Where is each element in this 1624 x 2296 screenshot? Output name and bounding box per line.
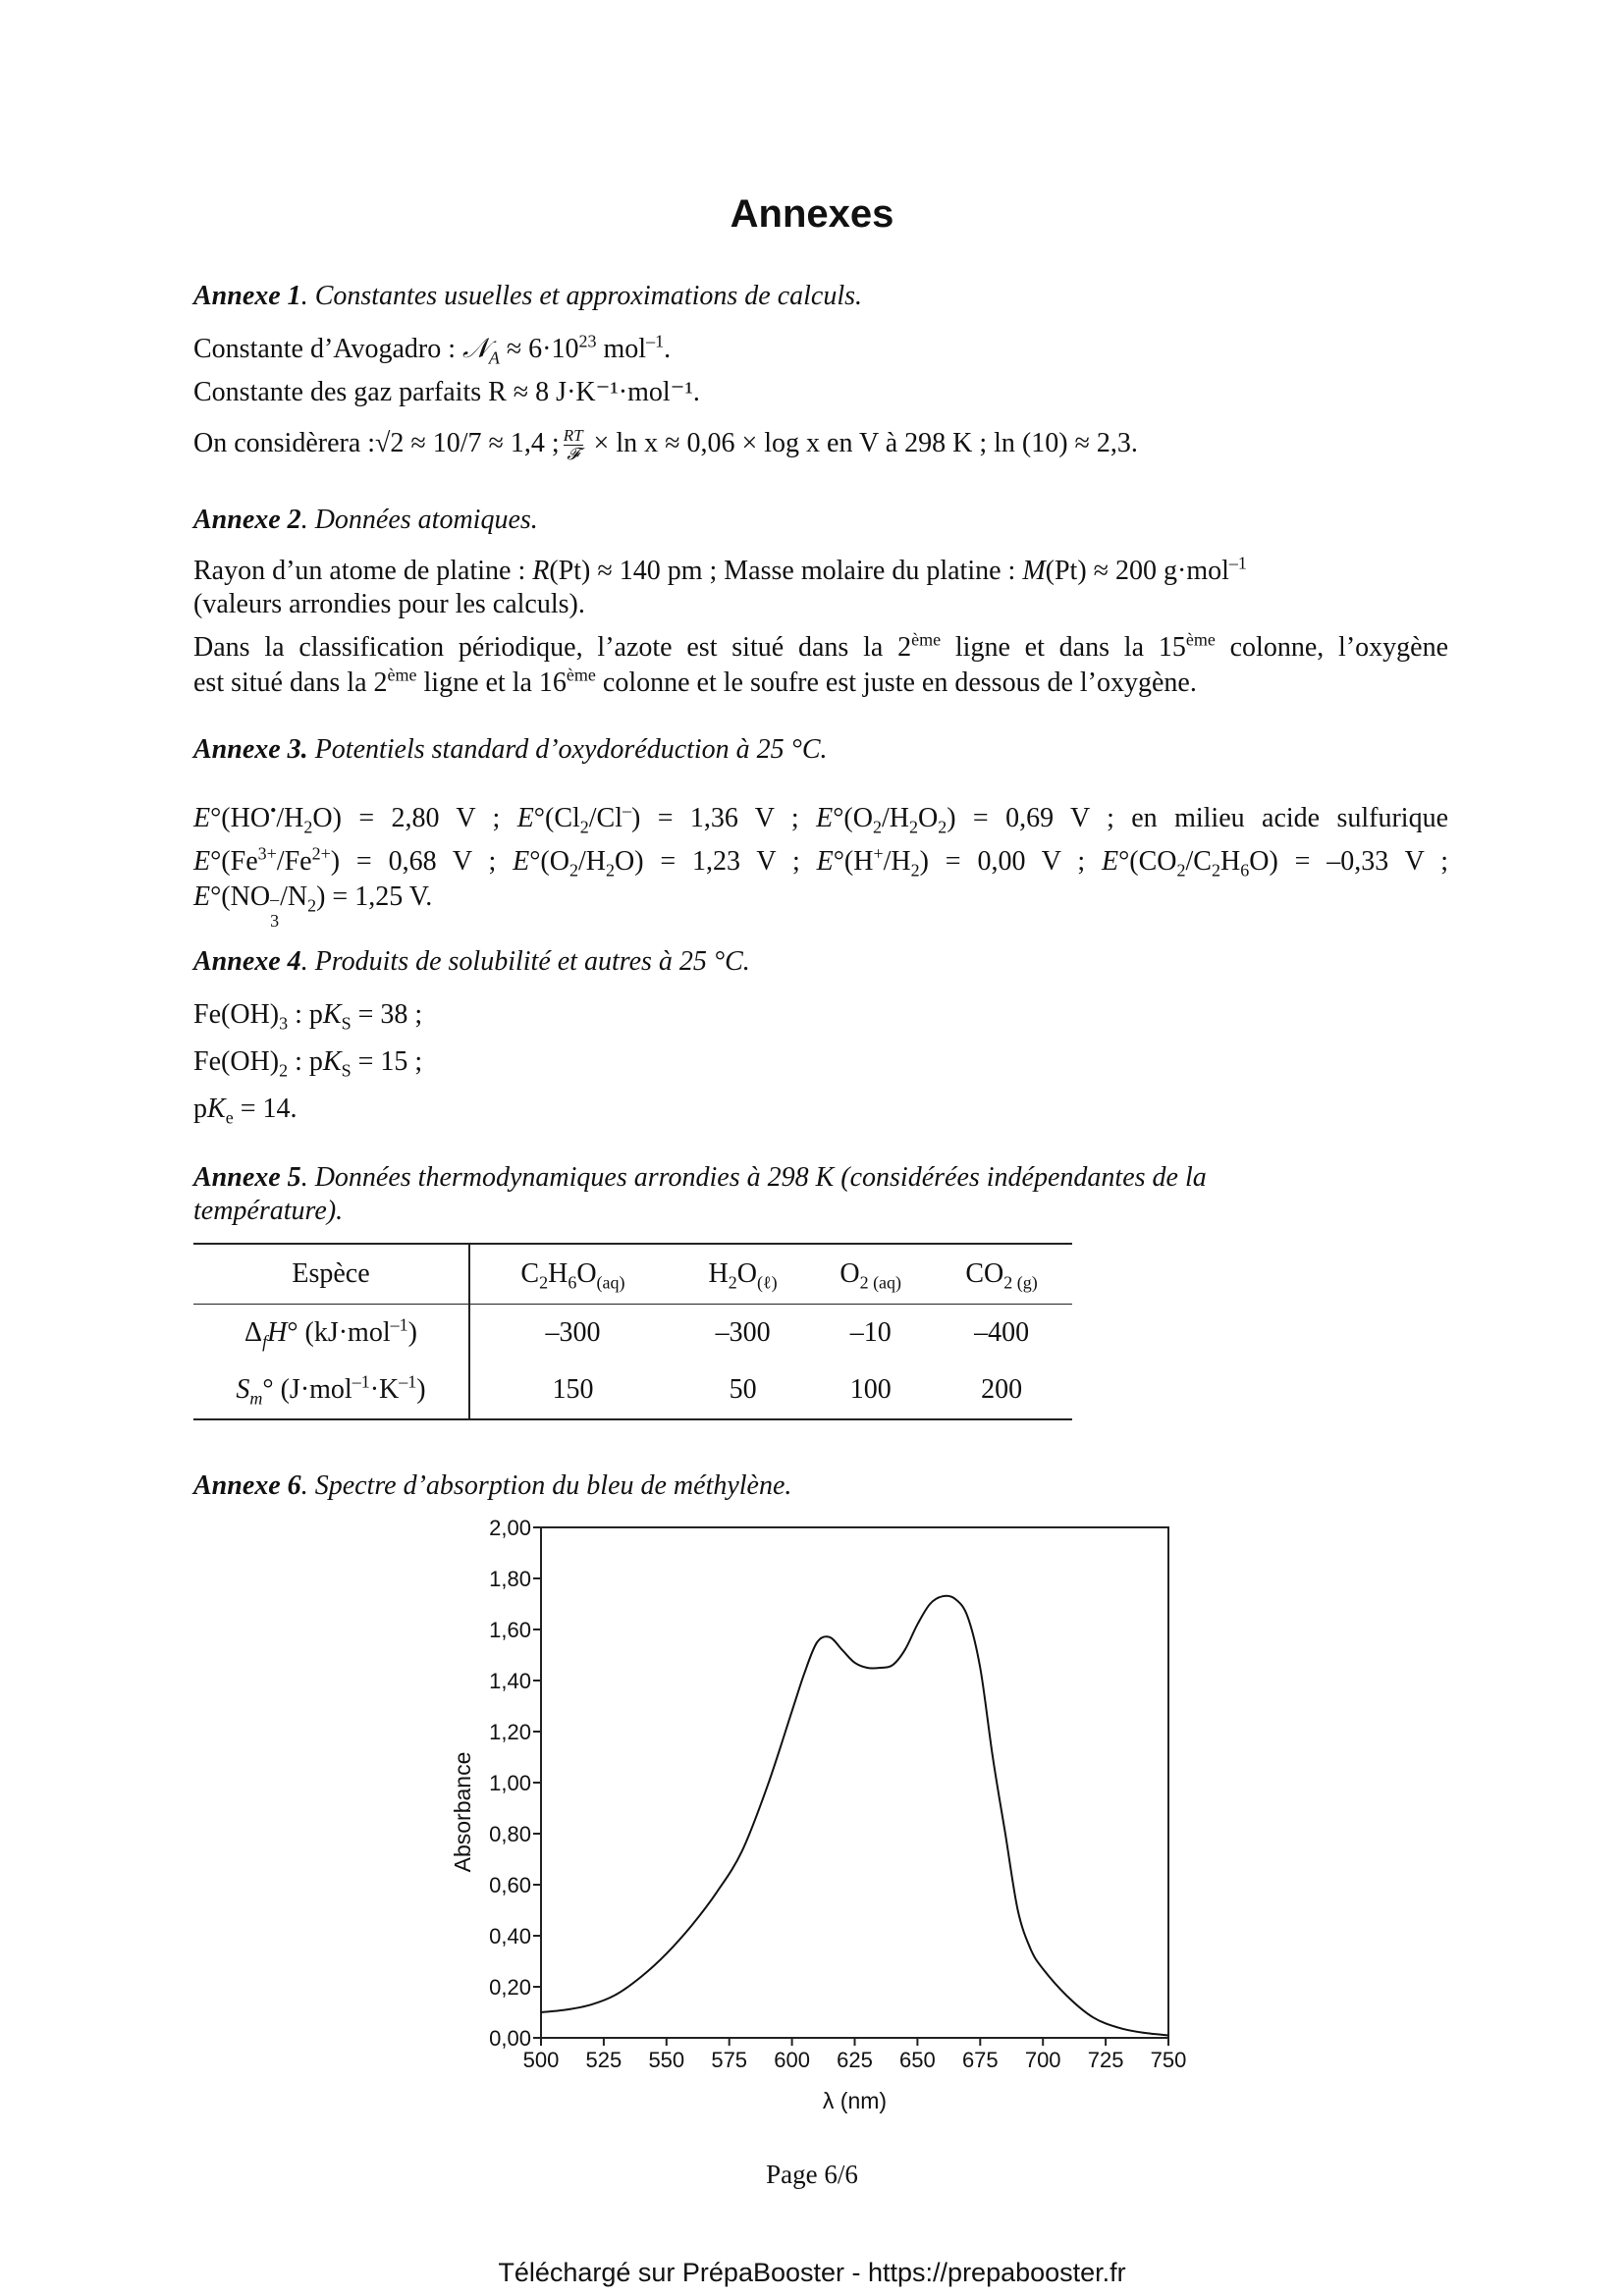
absorbance-series-line: [541, 1596, 1168, 2036]
table-cell: –300: [715, 1317, 771, 1348]
download-footer: Téléchargé sur PrépaBooster - https://prepabooster.fr: [498, 2258, 1126, 2287]
gas-constant: Constante des gaz parfaits R ≈ 8 J·K⁻¹·mol⁻¹.: [193, 377, 700, 407]
table-cell: –10: [849, 1317, 892, 1348]
table-header-water: $H_2O_{(\ell)}$: [676, 1244, 810, 1305]
annexe2-heading: Annexe 2. Données atomiques.: [193, 505, 538, 535]
row-label-enthalpy: $\Delta_fH^\circ$ (kJ·mol$^{-1}$): [193, 1305, 469, 1362]
x-tick-label: 700: [1024, 2048, 1061, 2072]
x-tick-label: 650: [899, 2048, 936, 2072]
table-header-espece: Espèce: [193, 1244, 469, 1305]
potentials-line-2: $E^\circ(Fe^{3+}/Fe^{2+}) = 0,68$ V ; $E^\circ(O_2/H_2O) = 1,23$ V ; $E^\circ(H^+/H_2) = 0,00$ V ; $E^\circ(CO_2/C_2H_6O) = -0,33$ V ;: [193, 843, 1448, 881]
x-tick-label: 575: [711, 2048, 748, 2072]
potentials-line-1: $E^\circ(HO^•/H_2O) = 2,80$ V ; $E^\circ(Cl_2/Cl^-) = 1,36$ V ; $E^\circ(O_2/H_2O_2) = 0,69$ V ; en milieu acide sulfurique: [193, 800, 1449, 837]
page-title: Annexes: [730, 192, 894, 236]
row-label-entropy: $S_m^\circ$ $(J\cdot mol^{-1}\cdot K^{-1})$: [193, 1362, 469, 1419]
x-tick-label: 725: [1087, 2048, 1124, 2072]
table-cell: 100: [810, 1362, 931, 1419]
rounded-values-note: (valeurs arrondies pour les calculs).: [193, 589, 585, 619]
y-tick-label: 1,20: [489, 1720, 531, 1744]
annexe4-heading: Annexe 4. Produits de solubilité et autres à 25 °C.: [193, 946, 750, 977]
avogadro-constant: Constante d’Avogadro : 𝒩$_A$ ≈ $6\cdot 10^{23}$ mol$^{-1}$.: [193, 331, 672, 368]
y-tick-label: 1,00: [489, 1771, 531, 1795]
x-axis-label: λ (nm): [822, 2088, 888, 2113]
potentials-line-3: E°(NO – 3 $/N_2) = 1,25$ V.: [193, 881, 433, 931]
table-cell: –300: [545, 1317, 601, 1348]
y-tick-label: 0,00: [489, 2026, 531, 2051]
x-tick-label: 500: [522, 2048, 560, 2072]
page-number: Page 6/6: [766, 2160, 858, 2189]
table-cell: –400: [974, 1317, 1030, 1348]
y-tick-label: 0,40: [489, 1924, 531, 1949]
y-tick-label: 2,00: [489, 1516, 531, 1540]
classification-line-1: Dans la classification périodique, l’azote est situé dans la 2ème ligne et dans la 15ème colonne, l’oxygène: [193, 629, 1449, 663]
x-tick-label: 750: [1150, 2048, 1187, 2072]
y-tick-label: 1,60: [489, 1618, 531, 1642]
table-cell: 50: [676, 1362, 810, 1419]
y-tick-label: 1,80: [489, 1567, 531, 1591]
annexe1-heading: Annexe 1. Constantes usuelles et approximations de calculs.: [193, 281, 863, 311]
annexe5-heading-cont: température).: [193, 1196, 344, 1226]
classification-line-2: est situé dans la 2ème ligne et la 16ème colonne et le soufre est juste en dessous de l’oxygène.: [193, 665, 1197, 698]
y-tick-label: 0,20: [489, 1975, 531, 2000]
x-tick-label: 625: [837, 2048, 873, 2072]
y-axis-label: Absorbance: [450, 1751, 475, 1873]
table-header-oxygen: $O_{2 (aq)}$: [810, 1244, 931, 1305]
x-tick-label: 550: [648, 2048, 685, 2072]
annexe6-heading: Annexe 6. Spectre d’absorption du bleu de méthylène.: [193, 1470, 792, 1501]
y-tick-label: 1,40: [489, 1669, 531, 1693]
approximations: On considèrera :√2 ≈ 10/7 ≈ 1,4 ; RT 𝓕 × ln x ≈ 0,06 × log x en V à 298 K ; ln (10) ≈ 2,3.: [193, 426, 1138, 464]
pks-feoh3: $Fe(OH)_3$ : $pK_S = 38$ ;: [193, 999, 423, 1034]
x-tick-label: 675: [961, 2048, 999, 2072]
pke: $pK_e = 14$.: [193, 1094, 298, 1128]
table-header-ethanol: $C_2H_6O_{(aq)}$: [469, 1244, 676, 1305]
platinum-radius: Rayon d’un atome de platine : R(Pt) ≈ 140 pm ; Masse molaire du platine : M(Pt) ≈ 200 g·mol$^{-1}$: [193, 553, 1247, 586]
pks-feoh2: $Fe(OH)_2$ : $pK_S = 15$ ;: [193, 1046, 423, 1081]
plot-frame: [541, 1527, 1168, 2038]
annexe5-heading: Annexe 5. Données thermodynamiques arrondies à 298 K (considérées indépendantes de la: [193, 1162, 1207, 1193]
table-cell: 200: [931, 1362, 1072, 1419]
x-tick-label: 525: [585, 2048, 623, 2072]
table-cell: 150: [469, 1362, 676, 1419]
table-header-co2: $CO_{2 (g)}$: [931, 1244, 1072, 1305]
annexe3-heading: Annexe 3. Potentiels standard d’oxydoréduction à 25 °C.: [193, 734, 828, 765]
x-tick-label: 600: [774, 2048, 810, 2072]
y-tick-label: 0,60: [489, 1873, 531, 1897]
y-tick-label: 0,80: [489, 1822, 531, 1846]
